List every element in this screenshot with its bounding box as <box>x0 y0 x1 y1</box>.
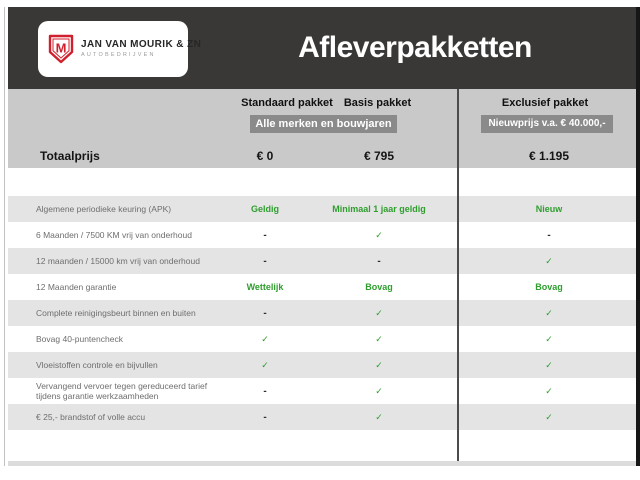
cell-exclusief: Nieuw <box>535 204 563 214</box>
feature-table <box>8 196 636 430</box>
feature-label: € 25,- brandstof of volle accu <box>36 411 146 422</box>
feature-label: Bovag 40-puntencheck <box>36 333 123 344</box>
feature-label: Complete reinigingsbeurt binnen en buiten <box>36 307 196 318</box>
cell-standaard: - <box>263 307 267 319</box>
cell-exclusief: ✓ <box>545 411 553 422</box>
cell-standaard: - <box>263 411 267 423</box>
company-logo <box>38 21 202 77</box>
cell-basis: ✓ <box>375 307 383 318</box>
column-basis-pakket: Basis pakket <box>343 97 412 109</box>
cell-exclusief: Bovag <box>535 282 563 292</box>
table-row <box>8 352 636 378</box>
shared-badge: Alle merken en bouwjaren <box>250 115 397 133</box>
feature-label: 6 Maanden / 7500 KM vrij van onderhoud <box>36 229 192 240</box>
svg-text:M: M <box>55 40 67 56</box>
table-row <box>8 248 636 274</box>
table-row <box>8 274 636 300</box>
cell-standaard: Geldig <box>250 204 279 214</box>
left-hairline <box>4 7 5 466</box>
cell-basis: ✓ <box>375 229 383 240</box>
table-row <box>8 196 636 222</box>
cell-standaard: - <box>263 255 267 267</box>
top-banner <box>8 7 636 89</box>
price-basis: € 795 <box>363 149 395 163</box>
logo-text <box>81 39 201 58</box>
cell-exclusief: - <box>547 229 551 241</box>
feature-label: 12 Maanden garantie <box>36 281 117 292</box>
column-standaard-pakket: Standaard pakket <box>241 97 333 109</box>
cell-standaard: ✓ <box>261 333 269 344</box>
cell-exclusief: ✓ <box>545 307 553 318</box>
table-row <box>8 326 636 352</box>
table-row <box>8 378 636 404</box>
company-name: JAN VAN MOURIK & ZN <box>81 39 202 51</box>
cell-basis: - <box>377 255 381 267</box>
shield-m-icon <box>48 34 74 64</box>
cell-basis: ✓ <box>375 359 383 370</box>
cell-standaard: Wettelijk <box>246 282 284 292</box>
price-standaard: € 0 <box>256 149 274 163</box>
cell-exclusief: ✓ <box>545 333 553 344</box>
exclusief-column-divider <box>457 89 459 466</box>
cell-standaard: - <box>263 229 267 241</box>
total-price-label: Totaalprijs <box>40 149 100 163</box>
exclusief-price-badge: Nieuwprijs v.a. € 40.000,- <box>481 115 613 133</box>
feature-label: Vervangend vervoer tegen gereduceerd tarief tijdens garantie werkzaamheden <box>36 380 208 401</box>
price-exclusief: € 1.195 <box>528 149 570 163</box>
feature-label: 12 maanden / 15000 km vrij van onderhoud <box>36 255 200 266</box>
right-edge <box>636 7 640 466</box>
table-row <box>8 300 636 326</box>
table-row <box>8 404 636 430</box>
cell-basis: Minimaal 1 jaar geldig <box>332 204 426 214</box>
cell-basis: Bovag <box>365 282 393 292</box>
company-subtitle: AUTOBEDRIJVEN <box>81 52 156 59</box>
page-title: Afleverpakketten <box>298 31 532 64</box>
table-row <box>8 222 636 248</box>
cell-standaard: - <box>263 385 267 397</box>
cell-exclusief: ✓ <box>545 255 553 266</box>
cell-basis: ✓ <box>375 333 383 344</box>
feature-label: Vloeistoffen controle en bijvullen <box>36 359 158 370</box>
cell-basis: ✓ <box>375 385 383 396</box>
column-exclusief-pakket: Exclusief pakket <box>501 97 589 109</box>
cell-basis: ✓ <box>375 411 383 422</box>
cell-exclusief: ✓ <box>545 385 553 396</box>
bottom-bar <box>8 461 636 466</box>
cell-standaard: ✓ <box>261 359 269 370</box>
feature-label: Algemene periodieke keuring (APK) <box>36 203 172 214</box>
cell-exclusief: ✓ <box>545 359 553 370</box>
